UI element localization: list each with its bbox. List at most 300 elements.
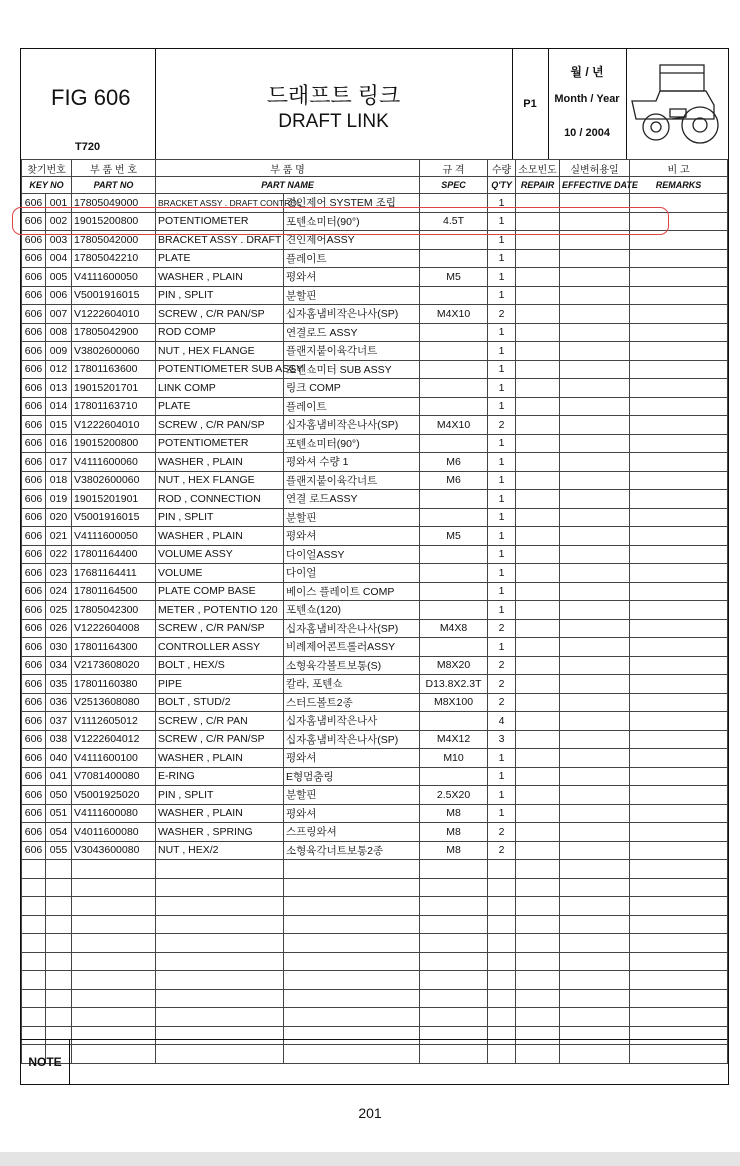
empty-cell bbox=[516, 934, 560, 953]
empty-cell bbox=[72, 860, 156, 879]
fig-cell: 606 bbox=[22, 804, 46, 823]
remarks-cell bbox=[630, 841, 728, 860]
part-name-cell: VOLUME bbox=[156, 564, 284, 583]
repair-cell bbox=[516, 786, 560, 805]
part-no-cell: V3802600060 bbox=[72, 342, 156, 361]
part-name-cell: PIN , SPLIT bbox=[156, 786, 284, 805]
empty-cell bbox=[46, 971, 72, 990]
qty-cell: 2 bbox=[488, 619, 516, 638]
empty-cell bbox=[560, 878, 630, 897]
fig-block bbox=[21, 49, 155, 159]
qty-cell: 2 bbox=[488, 841, 516, 860]
repair-cell bbox=[516, 638, 560, 657]
key-cell: 019 bbox=[46, 490, 72, 509]
repair-cell bbox=[516, 397, 560, 416]
empty-cell bbox=[630, 952, 728, 971]
key-cell: 024 bbox=[46, 582, 72, 601]
effective-date-cell bbox=[560, 397, 630, 416]
part-name-cell: POTENTIOMETER bbox=[156, 434, 284, 453]
table-row bbox=[22, 268, 728, 287]
part-no-cell: V4111600100 bbox=[72, 749, 156, 768]
empty-cell bbox=[284, 897, 420, 916]
fig-cell: 606 bbox=[22, 416, 46, 435]
qty-cell: 1 bbox=[488, 268, 516, 287]
empty-cell bbox=[156, 878, 284, 897]
empty-cell bbox=[630, 915, 728, 934]
empty-cell bbox=[46, 860, 72, 879]
spec-cell bbox=[420, 712, 488, 731]
fig-cell: 606 bbox=[22, 564, 46, 583]
scan-edge bbox=[0, 1152, 740, 1166]
part-no-cell: 17801164300 bbox=[72, 638, 156, 657]
fig-cell: 606 bbox=[22, 656, 46, 675]
spec-cell bbox=[420, 582, 488, 601]
table-row bbox=[22, 804, 728, 823]
col-remarks-ko: 비 고 bbox=[630, 160, 728, 177]
part-no-cell: 17805042300 bbox=[72, 601, 156, 620]
empty-cell bbox=[156, 971, 284, 990]
part-name-ko-cell: 십자홈냄비작은나사(SP) bbox=[284, 305, 420, 324]
effective-date-cell bbox=[560, 434, 630, 453]
table-row bbox=[22, 749, 728, 768]
spec-cell bbox=[420, 767, 488, 786]
fig-cell: 606 bbox=[22, 360, 46, 379]
part-name-cell: SCREW , C/R PAN/SP bbox=[156, 305, 284, 324]
date-block bbox=[548, 49, 626, 159]
repair-cell bbox=[516, 416, 560, 435]
fig-cell: 606 bbox=[22, 675, 46, 694]
part-name-ko-cell: 소형육각너트보통2종 bbox=[284, 841, 420, 860]
title-block bbox=[155, 49, 512, 159]
part-name-ko-cell: 칼라, 포텐쇼 bbox=[284, 675, 420, 694]
qty-cell: 1 bbox=[488, 212, 516, 231]
spec-cell bbox=[420, 379, 488, 398]
fig-cell: 606 bbox=[22, 730, 46, 749]
remarks-cell bbox=[630, 638, 728, 657]
fig-cell: 606 bbox=[22, 342, 46, 361]
empty-row bbox=[22, 971, 728, 990]
part-name-cell: WASHER , PLAIN bbox=[156, 268, 284, 287]
fig-cell: 606 bbox=[22, 786, 46, 805]
effective-date-cell bbox=[560, 601, 630, 620]
empty-cell bbox=[488, 897, 516, 916]
col-repair-ko: 소모빈도 bbox=[516, 160, 560, 177]
key-cell: 050 bbox=[46, 786, 72, 805]
part-no-cell: V1222604010 bbox=[72, 305, 156, 324]
spec-cell: M4X12 bbox=[420, 730, 488, 749]
repair-cell bbox=[516, 767, 560, 786]
empty-cell bbox=[516, 878, 560, 897]
part-no-cell: V2173608020 bbox=[72, 656, 156, 675]
part-no-cell: V5001916015 bbox=[72, 286, 156, 305]
part-no-cell: V2513608080 bbox=[72, 693, 156, 712]
col-key-ko: 찾기번호 bbox=[22, 160, 72, 177]
title-korean: 드래프트 링크 bbox=[266, 83, 401, 108]
part-name-ko-cell: 다이얼 bbox=[284, 564, 420, 583]
empty-cell bbox=[516, 915, 560, 934]
fig-cell: 606 bbox=[22, 249, 46, 268]
part-no-cell: V4011600080 bbox=[72, 823, 156, 842]
spec-cell bbox=[420, 397, 488, 416]
empty-cell bbox=[156, 860, 284, 879]
qty-cell: 1 bbox=[488, 194, 516, 213]
remarks-cell bbox=[630, 804, 728, 823]
part-no-cell: 17805042210 bbox=[72, 249, 156, 268]
col-qty-ko: 수량 bbox=[488, 160, 516, 177]
part-name-ko-cell: 분할핀 bbox=[284, 286, 420, 305]
part-name-cell: SCREW , C/R PAN/SP bbox=[156, 619, 284, 638]
repair-cell bbox=[516, 453, 560, 472]
empty-cell bbox=[630, 897, 728, 916]
empty-cell bbox=[284, 860, 420, 879]
table-row bbox=[22, 360, 728, 379]
empty-cell bbox=[22, 860, 46, 879]
qty-cell: 2 bbox=[488, 823, 516, 842]
spec-cell bbox=[420, 434, 488, 453]
repair-cell bbox=[516, 249, 560, 268]
qty-cell: 2 bbox=[488, 416, 516, 435]
title-english: DRAFT LINK bbox=[278, 111, 389, 132]
remarks-cell bbox=[630, 582, 728, 601]
empty-cell bbox=[488, 934, 516, 953]
key-cell: 015 bbox=[46, 416, 72, 435]
effective-date-cell bbox=[560, 730, 630, 749]
table-row bbox=[22, 841, 728, 860]
effective-date-cell bbox=[560, 249, 630, 268]
remarks-cell bbox=[630, 360, 728, 379]
fig-cell: 606 bbox=[22, 305, 46, 324]
key-cell: 021 bbox=[46, 527, 72, 546]
table-row bbox=[22, 453, 728, 472]
col-name-en: PART NAME bbox=[156, 177, 420, 194]
spec-cell bbox=[420, 564, 488, 583]
part-name-ko-cell: 평와셔 수량 1 bbox=[284, 453, 420, 472]
spec-cell: M6 bbox=[420, 453, 488, 472]
table-row bbox=[22, 397, 728, 416]
col-spec-en: SPEC bbox=[420, 177, 488, 194]
table-row bbox=[22, 823, 728, 842]
part-name-ko-cell: 평와셔 bbox=[284, 527, 420, 546]
fig-cell: 606 bbox=[22, 527, 46, 546]
repair-cell bbox=[516, 379, 560, 398]
repair-cell bbox=[516, 564, 560, 583]
key-cell: 012 bbox=[46, 360, 72, 379]
table-row bbox=[22, 656, 728, 675]
part-name-ko-cell: 다이얼ASSY bbox=[284, 545, 420, 564]
part-name-cell: NUT , HEX FLANGE bbox=[156, 471, 284, 490]
part-name-cell: VOLUME ASSY bbox=[156, 545, 284, 564]
table-row bbox=[22, 712, 728, 731]
qty-cell: 1 bbox=[488, 379, 516, 398]
empty-cell bbox=[72, 1008, 156, 1027]
empty-cell bbox=[560, 897, 630, 916]
col-date-ko: 실변허용일 bbox=[560, 160, 630, 177]
spec-cell: 4.5T bbox=[420, 212, 488, 231]
table-row bbox=[22, 730, 728, 749]
effective-date-cell bbox=[560, 545, 630, 564]
spec-cell bbox=[420, 323, 488, 342]
part-name-cell: WASHER , PLAIN bbox=[156, 453, 284, 472]
fig-cell: 606 bbox=[22, 767, 46, 786]
empty-row bbox=[22, 989, 728, 1008]
part-no-cell: V5001916015 bbox=[72, 508, 156, 527]
part-name-ko-cell: 링크 COMP bbox=[284, 379, 420, 398]
key-cell: 014 bbox=[46, 397, 72, 416]
repair-cell bbox=[516, 675, 560, 694]
repair-cell bbox=[516, 342, 560, 361]
repair-cell bbox=[516, 471, 560, 490]
remarks-cell bbox=[630, 786, 728, 805]
empty-cell bbox=[488, 860, 516, 879]
qty-cell: 1 bbox=[488, 231, 516, 250]
fig-cell: 606 bbox=[22, 231, 46, 250]
remarks-cell bbox=[630, 656, 728, 675]
table-row bbox=[22, 323, 728, 342]
spec-cell bbox=[420, 360, 488, 379]
repair-cell bbox=[516, 656, 560, 675]
remarks-cell bbox=[630, 379, 728, 398]
empty-cell bbox=[22, 952, 46, 971]
effective-date-cell bbox=[560, 527, 630, 546]
spec-cell bbox=[420, 249, 488, 268]
remarks-cell bbox=[630, 730, 728, 749]
fig-cell: 606 bbox=[22, 397, 46, 416]
part-name-ko-cell: 베이스 플레이트 COMP bbox=[284, 582, 420, 601]
empty-cell bbox=[488, 1008, 516, 1027]
part-name-cell: NUT , HEX FLANGE bbox=[156, 342, 284, 361]
fig-cell: 606 bbox=[22, 268, 46, 287]
table-row bbox=[22, 693, 728, 712]
table-row bbox=[22, 675, 728, 694]
empty-cell bbox=[22, 934, 46, 953]
part-name-ko-cell: 플랜지붙이육각너트 bbox=[284, 342, 420, 361]
part-name-ko-cell: 분할핀 bbox=[284, 786, 420, 805]
repair-cell bbox=[516, 823, 560, 842]
key-cell: 009 bbox=[46, 342, 72, 361]
column-header-korean bbox=[22, 160, 728, 177]
empty-cell bbox=[488, 878, 516, 897]
empty-cell bbox=[284, 915, 420, 934]
col-part-ko: 부 품 번 호 bbox=[72, 160, 156, 177]
table-row bbox=[22, 342, 728, 361]
key-cell: 013 bbox=[46, 379, 72, 398]
empty-cell bbox=[72, 897, 156, 916]
col-qty-en: Q'TY bbox=[488, 177, 516, 194]
repair-cell bbox=[516, 268, 560, 287]
part-name-cell: WASHER , SPRING bbox=[156, 823, 284, 842]
qty-cell: 1 bbox=[488, 638, 516, 657]
key-cell: 023 bbox=[46, 564, 72, 583]
repair-cell bbox=[516, 804, 560, 823]
effective-date-cell bbox=[560, 675, 630, 694]
remarks-cell bbox=[630, 397, 728, 416]
effective-date-cell bbox=[560, 564, 630, 583]
empty-cell bbox=[22, 1008, 46, 1027]
fig-cell: 606 bbox=[22, 638, 46, 657]
col-remarks-en: REMARKS bbox=[630, 177, 728, 194]
remarks-cell bbox=[630, 508, 728, 527]
page-number: 201 bbox=[358, 1105, 382, 1121]
part-no-cell: 19015200800 bbox=[72, 212, 156, 231]
empty-cell bbox=[72, 915, 156, 934]
spec-cell bbox=[420, 508, 488, 527]
effective-date-cell bbox=[560, 638, 630, 657]
part-no-cell: 17801163600 bbox=[72, 360, 156, 379]
empty-row bbox=[22, 915, 728, 934]
part-name-cell: PIN , SPLIT bbox=[156, 286, 284, 305]
remarks-cell bbox=[630, 249, 728, 268]
part-name-ko-cell: 포텐쇼미터(90°) bbox=[284, 212, 420, 231]
key-cell: 054 bbox=[46, 823, 72, 842]
spec-cell bbox=[420, 286, 488, 305]
repair-cell bbox=[516, 619, 560, 638]
empty-cell bbox=[46, 915, 72, 934]
empty-cell bbox=[156, 915, 284, 934]
fig-cell: 606 bbox=[22, 508, 46, 527]
fig-cell: 606 bbox=[22, 693, 46, 712]
table-row bbox=[22, 286, 728, 305]
part-no-cell: 17801164500 bbox=[72, 582, 156, 601]
empty-cell bbox=[156, 952, 284, 971]
spec-cell: M4X8 bbox=[420, 619, 488, 638]
key-cell: 008 bbox=[46, 323, 72, 342]
table-row bbox=[22, 638, 728, 657]
empty-cell bbox=[46, 989, 72, 1008]
part-name-ko-cell: 비례제어콘트롤러ASSY bbox=[284, 638, 420, 657]
part-no-cell: V4111600060 bbox=[72, 453, 156, 472]
table-row bbox=[22, 619, 728, 638]
fig-cell: 606 bbox=[22, 582, 46, 601]
fig-cell: 606 bbox=[22, 286, 46, 305]
qty-cell: 1 bbox=[488, 786, 516, 805]
remarks-cell bbox=[630, 323, 728, 342]
fig-cell: 606 bbox=[22, 823, 46, 842]
table-row bbox=[22, 305, 728, 324]
remarks-cell bbox=[630, 619, 728, 638]
empty-cell bbox=[560, 915, 630, 934]
qty-cell: 1 bbox=[488, 471, 516, 490]
qty-cell: 2 bbox=[488, 656, 516, 675]
remarks-cell bbox=[630, 749, 728, 768]
table-row bbox=[22, 471, 728, 490]
empty-cell bbox=[46, 934, 72, 953]
repair-cell bbox=[516, 601, 560, 620]
remarks-cell bbox=[630, 416, 728, 435]
table-row bbox=[22, 527, 728, 546]
part-name-ko-cell: 소형육각볼트보통(S) bbox=[284, 656, 420, 675]
spec-cell: 2.5X20 bbox=[420, 786, 488, 805]
part-name-ko-cell: 평와셔 bbox=[284, 804, 420, 823]
empty-cell bbox=[560, 1008, 630, 1027]
part-no-cell: 17801163710 bbox=[72, 397, 156, 416]
part-name-cell: SCREW , C/R PAN/SP bbox=[156, 416, 284, 435]
spec-cell: M8X20 bbox=[420, 656, 488, 675]
key-cell: 026 bbox=[46, 619, 72, 638]
effective-date-cell bbox=[560, 379, 630, 398]
part-name-cell: POTENTIOMETER bbox=[156, 212, 284, 231]
repair-cell bbox=[516, 434, 560, 453]
fig-cell: 606 bbox=[22, 601, 46, 620]
repair-cell bbox=[516, 323, 560, 342]
empty-cell bbox=[488, 989, 516, 1008]
empty-cell bbox=[420, 934, 488, 953]
repair-cell bbox=[516, 730, 560, 749]
empty-cell bbox=[630, 1008, 728, 1027]
fig-cell: 606 bbox=[22, 379, 46, 398]
fig-cell: 606 bbox=[22, 841, 46, 860]
empty-cell bbox=[420, 878, 488, 897]
empty-cell bbox=[420, 971, 488, 990]
part-no-cell: V4111600050 bbox=[72, 527, 156, 546]
part-name-cell: PIN , SPLIT bbox=[156, 508, 284, 527]
key-cell: 002 bbox=[46, 212, 72, 231]
key-cell: 020 bbox=[46, 508, 72, 527]
empty-cell bbox=[516, 897, 560, 916]
empty-cell bbox=[560, 952, 630, 971]
empty-row bbox=[22, 897, 728, 916]
part-no-cell: V3043600080 bbox=[72, 841, 156, 860]
table-row bbox=[22, 564, 728, 583]
qty-cell: 4 bbox=[488, 712, 516, 731]
empty-cell bbox=[72, 952, 156, 971]
part-no-cell: V1112605012 bbox=[72, 712, 156, 731]
highlight-outline bbox=[12, 207, 669, 235]
part-name-cell: BRACKET ASSY . DRAFT bbox=[156, 231, 284, 250]
empty-cell bbox=[46, 878, 72, 897]
part-name-cell: POTENTIOMETER SUB ASSY bbox=[156, 360, 284, 379]
empty-row bbox=[22, 878, 728, 897]
part-name-ko-cell: E형멈춤링 bbox=[284, 767, 420, 786]
empty-cell bbox=[284, 971, 420, 990]
remarks-cell bbox=[630, 545, 728, 564]
qty-cell: 3 bbox=[488, 730, 516, 749]
empty-row bbox=[22, 952, 728, 971]
effective-date-cell bbox=[560, 342, 630, 361]
empty-cell bbox=[516, 989, 560, 1008]
part-name-cell: ROD , CONNECTION bbox=[156, 490, 284, 509]
part-name-ko-cell: 견인제어ASSY bbox=[284, 231, 420, 250]
key-cell: 030 bbox=[46, 638, 72, 657]
key-cell: 041 bbox=[46, 767, 72, 786]
key-cell: 034 bbox=[46, 656, 72, 675]
empty-cell bbox=[420, 989, 488, 1008]
part-no-cell: V5001925020 bbox=[72, 786, 156, 805]
empty-cell bbox=[420, 860, 488, 879]
empty-cell bbox=[22, 878, 46, 897]
part-name-cell: SCREW , C/R PAN/SP bbox=[156, 730, 284, 749]
fig-cell: 606 bbox=[22, 453, 46, 472]
remarks-cell bbox=[630, 490, 728, 509]
empty-cell bbox=[420, 897, 488, 916]
empty-cell bbox=[488, 952, 516, 971]
part-no-cell: 17805049000 bbox=[72, 194, 156, 213]
key-cell: 003 bbox=[46, 231, 72, 250]
remarks-cell bbox=[630, 453, 728, 472]
qty-cell: 1 bbox=[488, 453, 516, 472]
spec-cell bbox=[420, 545, 488, 564]
part-name-ko-cell: 십자홈냄비작은나사(SP) bbox=[284, 619, 420, 638]
empty-cell bbox=[284, 878, 420, 897]
table-row bbox=[22, 379, 728, 398]
empty-cell bbox=[560, 860, 630, 879]
effective-date-cell bbox=[560, 582, 630, 601]
key-cell: 006 bbox=[46, 286, 72, 305]
repair-cell bbox=[516, 841, 560, 860]
table-row bbox=[22, 786, 728, 805]
table-row bbox=[22, 416, 728, 435]
repair-cell bbox=[516, 360, 560, 379]
spec-cell: M8 bbox=[420, 841, 488, 860]
